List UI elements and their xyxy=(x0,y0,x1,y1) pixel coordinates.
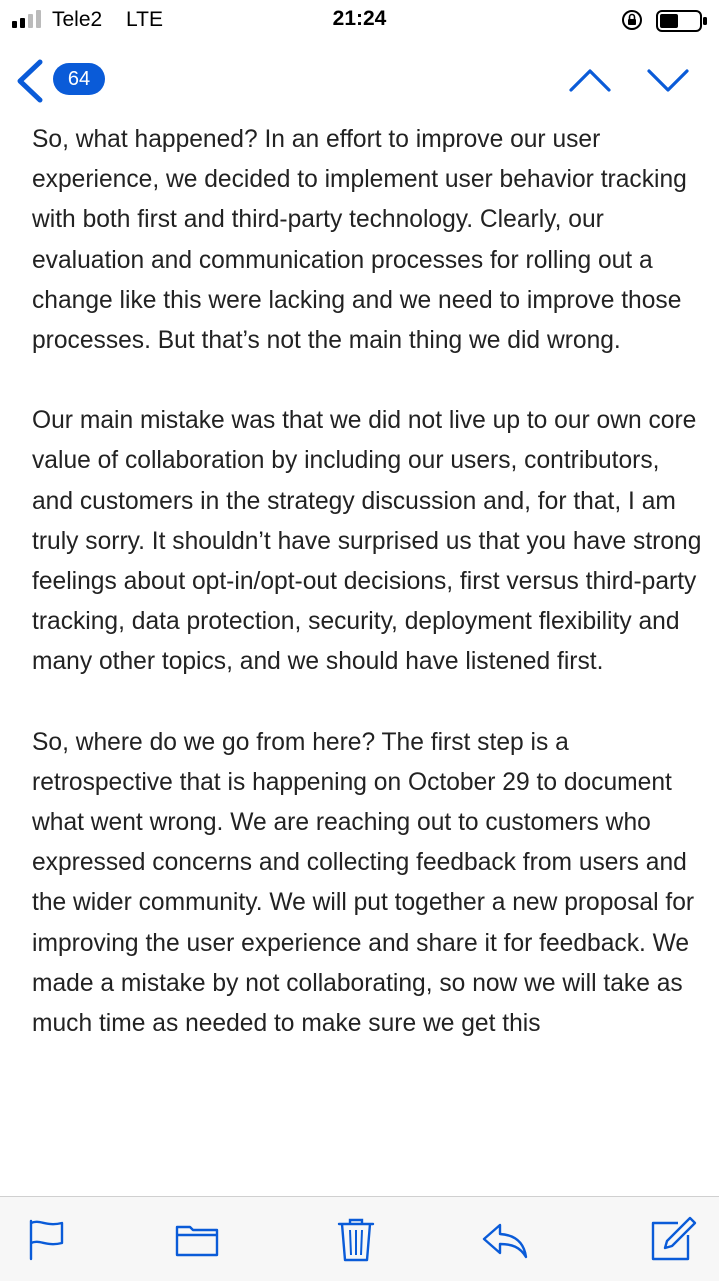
reply-icon xyxy=(480,1215,530,1263)
message-paragraph: So, where do we go from here? The first step is a retrospective that is happening on October 29 to document what went wrong. We are reaching out to customers who expressed concerns and collecting feedback from users and the wider community. We will put together a new proposal for improving the user experience and share it for feedback. We made a mistake by not collaborating, so now we will take as much time as needed to make sure we get this xyxy=(32,728,695,1038)
status-time: 21:24 xyxy=(332,7,387,30)
message-nav-bar xyxy=(0,40,719,122)
bottom-toolbar xyxy=(0,1196,719,1281)
move-to-folder-button[interactable] xyxy=(172,1215,222,1263)
rotation-lock-icon xyxy=(620,8,644,32)
battery-icon xyxy=(656,10,708,32)
compose-button[interactable] xyxy=(648,1215,698,1263)
chevron-up-icon[interactable] xyxy=(567,62,613,98)
chevron-down-icon[interactable] xyxy=(645,62,691,98)
message-body[interactable] xyxy=(0,122,719,1196)
folder-icon xyxy=(172,1215,222,1263)
carrier-name: Tele2 xyxy=(52,8,103,31)
trash-button[interactable] xyxy=(331,1215,381,1263)
chevron-left-icon[interactable] xyxy=(12,58,46,104)
flag-icon xyxy=(22,1215,72,1263)
reply-button[interactable] xyxy=(480,1215,530,1263)
trash-icon xyxy=(331,1215,381,1263)
message-paragraph: So, what happened? In an effort to improve our user experience, we decided to implement user behavior tracking with both first and third-party technology. Clearly, our evaluation and communication processes for rolling out a change like this were lacking and we need to improve those processes. But that’s not the main thing we did wrong. xyxy=(32,126,687,355)
status-bar xyxy=(0,0,719,40)
compose-icon xyxy=(648,1215,698,1263)
unread-count-badge[interactable]: 64 xyxy=(53,63,105,95)
flag-button[interactable] xyxy=(22,1215,72,1263)
network-type: LTE xyxy=(126,8,163,31)
message-paragraph: Our main mistake was that we did not live up to our own core value of collaboration by including our users, contributors, and customers in the strategy discussion and, for that, I am truly sorry. It shouldn’t have surprised us that you have strong feelings about opt-in/opt-out decisions, first versus third-party tracking, data protection, security, deployment flexibility and many other topics, and we should have listened first. xyxy=(32,407,702,676)
